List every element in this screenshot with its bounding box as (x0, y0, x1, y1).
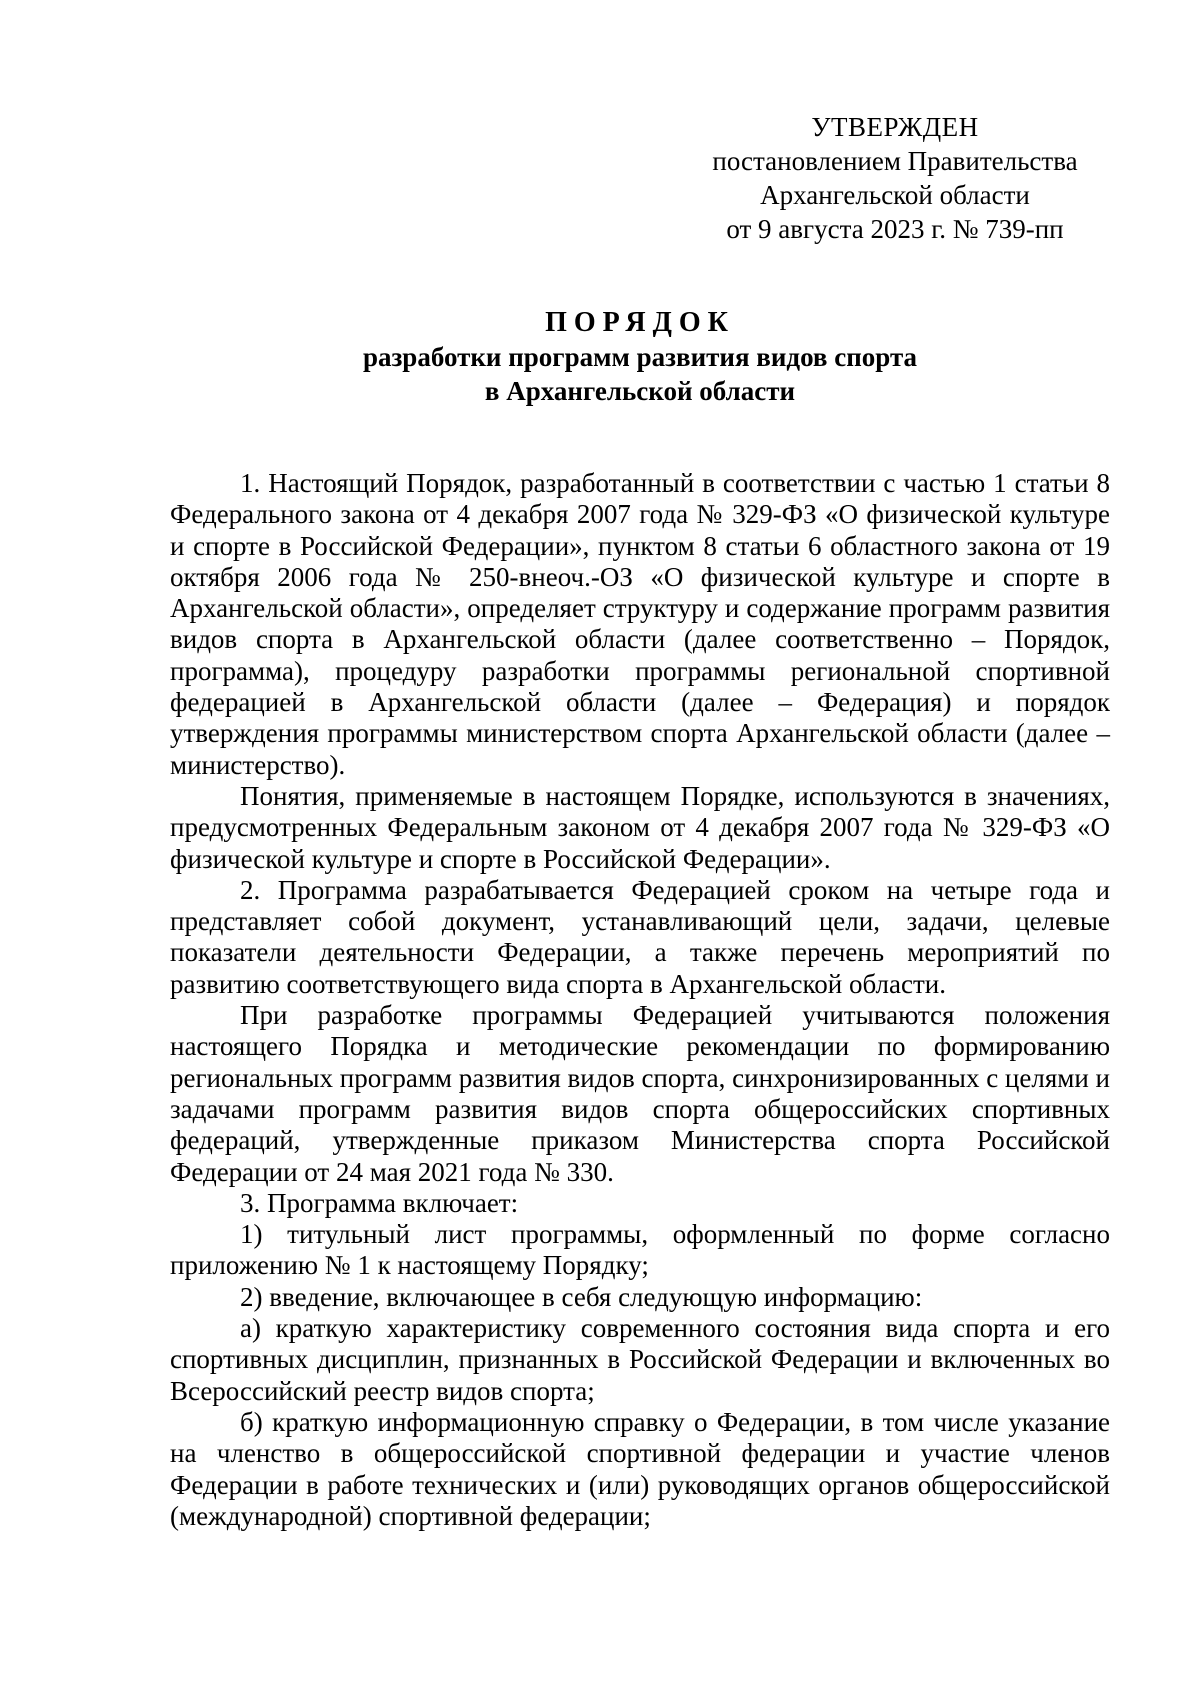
approval-heading: УТВЕРЖДЕН (811, 112, 979, 142)
approval-line-3: от 9 августа 2023 г. № 739-пп (726, 214, 1064, 244)
paragraph-2: Понятия, применяемые в настоящем Порядке, используются в значениях, предусмотренных Федеральным законом от 4 декабря 2007 года № 329-ФЗ «О физической культуре и спорте в Российской Федерации». (170, 780, 1110, 874)
document-body (170, 468, 1110, 1532)
approval-line-2: Архангельской области (760, 180, 1030, 210)
approval-stamp (690, 110, 1100, 246)
paragraph-1: 1. Настоящий Порядок, разработанный в соответствии с частью 1 статьи 8 Федерального закона от 4 декабря 2007 года № 329-ФЗ «О физической культуре и спорте в Российской Федерации», пунктом 8 статьи 6 областного закона от 19 октября 2006 года № 250-внеоч.-ОЗ «О физической культуре и спорте в Архангельской области», определяет структуру и содержание программ развития видов спорта в Архангельской области (далее соответственно – Порядок, программа), процедуру разработки программы региональной спортивной федерацией в Архангельской области (далее – Федерация) и порядок утверждения программы министерством спорта Архангельской области (далее – министерство). (170, 468, 1110, 780)
document-title-block (170, 306, 1110, 408)
paragraph-6: 1) титульный лист программы, оформленный по форме согласно приложению № 1 к настоящему Порядку; (170, 1219, 1110, 1281)
approval-line-1: постановлением Правительства (712, 146, 1078, 176)
paragraph-4: При разработке программы Федерацией учитываются положения настоящего Порядка и методические рекомендации по формированию региональных программ развития видов спорта, синхронизированных с целями и задачами программ развития видов спорта общероссийских спортивных федераций, утвержденные приказом Министерства спорта Российской Федерации от 24 мая 2021 года № 330. (170, 1000, 1110, 1187)
document-subtitle-line-2: в Архангельской области (484, 376, 796, 406)
paragraph-8: а) краткую характеристику современного состояния вида спорта и его спортивных дисциплин, признанных в Российской Федерации и включенных во Всероссийский реестр видов спорта; (170, 1313, 1110, 1406)
paragraph-9: б) краткую информационную справку о Федерации, в том числе указание на членство в общероссийской спортивной федерации и участие членов Федерации в работе технических и (или) руководящих органов общероссийской (международной) спортивной федерации; (170, 1406, 1110, 1531)
paragraph-3: 2. Программа разрабатывается Федерацией сроком на четыре года и представляет собой документ, устанавливающий цели, задачи, целевые показатели деятельности Федерации, а также перечень мероприятий по развитию соответствующего вида спорта в Архангельской области. (170, 874, 1110, 999)
paragraph-5: 3. Программа включает: (240, 1187, 519, 1218)
document-title: ПОРЯДОК (545, 307, 735, 338)
paragraph-7: 2) введение, включающее в себя следующую информацию: (240, 1281, 923, 1312)
document-subtitle-line-1: разработки программ развития видов спорта (362, 342, 918, 372)
